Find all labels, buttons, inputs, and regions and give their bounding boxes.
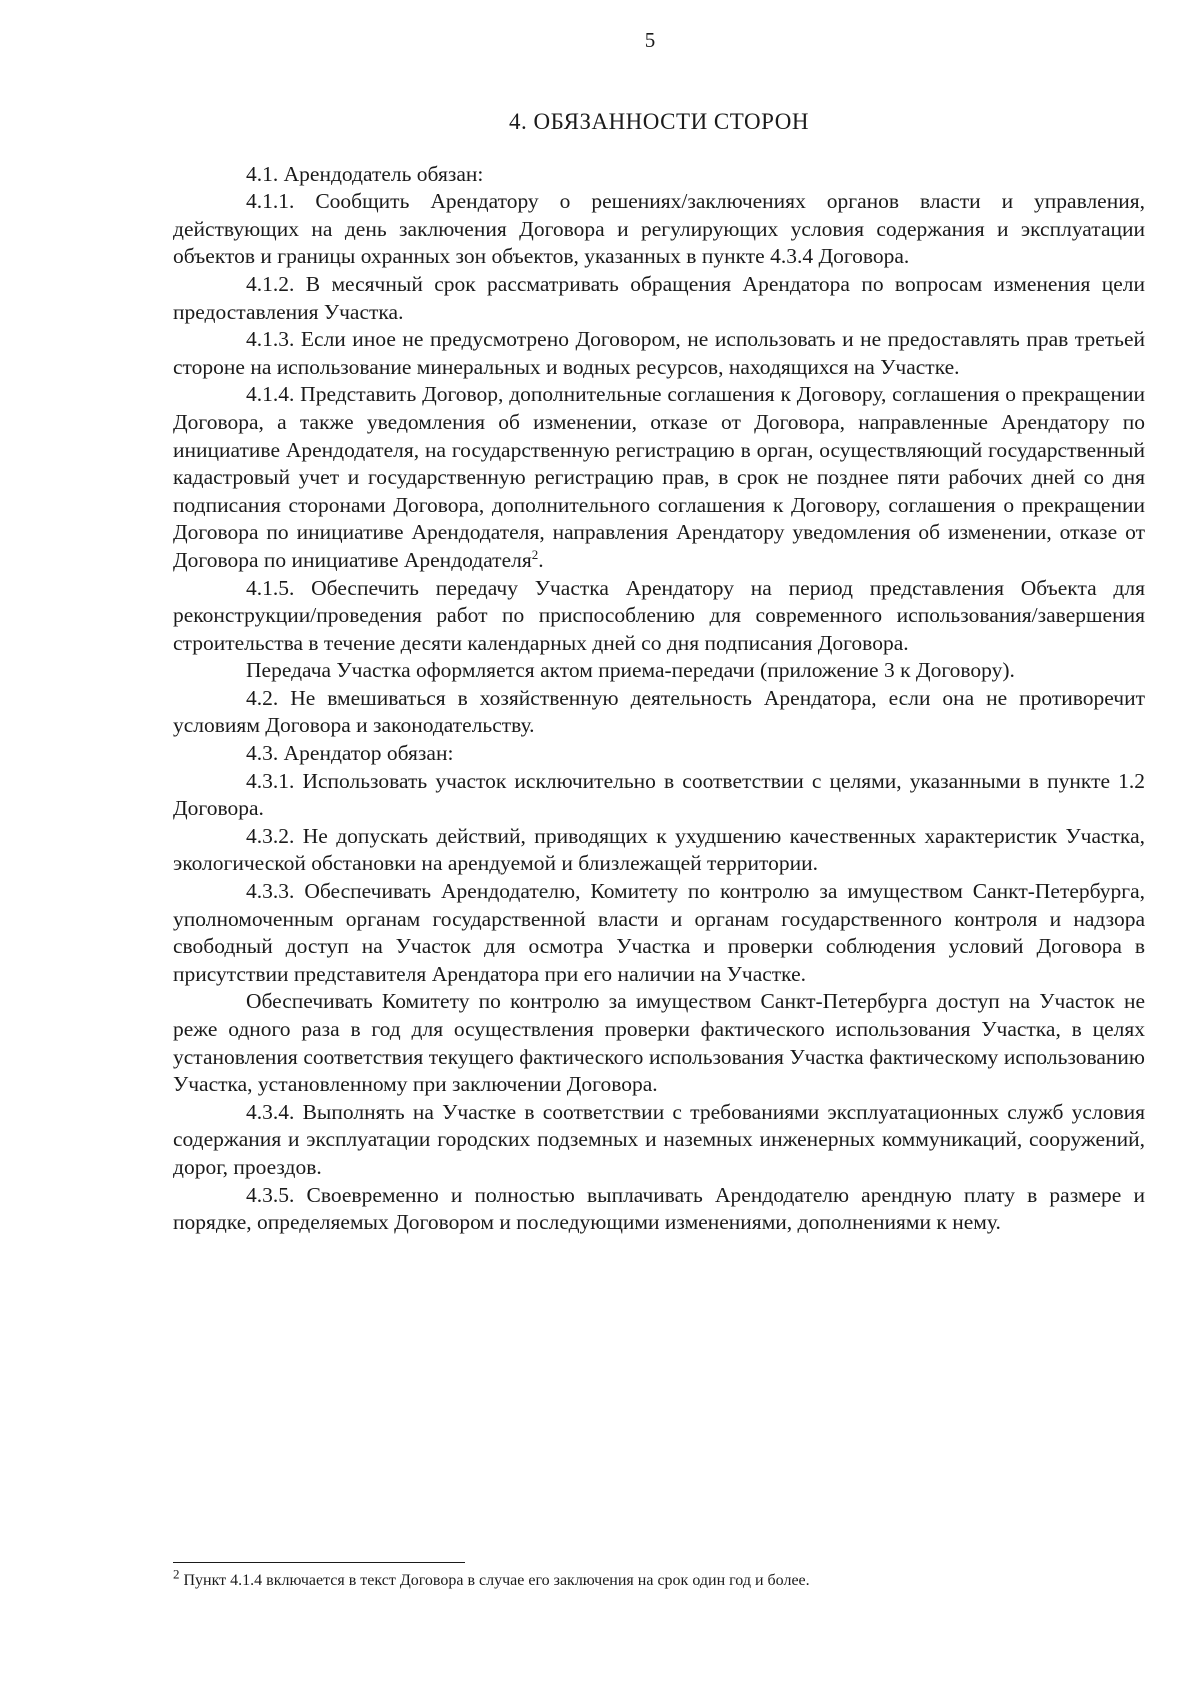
footnote-reference: 2 (531, 546, 539, 562)
paragraph-4-1-1: 4.1.1. Сообщить Арендатору о решениях/заключениях органов власти и управления, действующих на день заключения Договора и регулирующих условия содержания и эксплуатации объектов и границы охранных зон объектов, указанных в пункте 4.3.4 Договора. (173, 189, 1145, 269)
paragraph-4-3-3-access: Обеспечивать Комитету по контролю за имуществом Санкт-Петербурга доступ на Участок не реже одного раза в год для осуществления проверки фактического использования Участка, в целях установления соответствия текущего фактического использования Участка фактическому использованию Участка, установленному при заключении Договора. (173, 989, 1145, 1097)
paragraph-4-3-2: 4.3.2. Не допускать действий, приводящих к ухудшению качественных характеристик Участка, экологической обстановки на арендуемой и близлежащей территории. (173, 823, 1145, 876)
paragraph-4-3: 4.3. Арендатор обязан: (246, 741, 454, 766)
footnote-divider (173, 1562, 465, 1563)
paragraph-4-1-3: 4.1.3. Если иное не предусмотрено Договором, не использовать и не предоставлять прав третьей стороне на использование минеральных и водных ресурсов, находящихся на Участке. (173, 327, 1145, 379)
footnote (173, 1566, 1145, 1591)
paragraph-4-3-3: 4.3.3. Обеспечивать Арендодателю, Комитету по контролю за имуществом Санкт-Петербурга, уполномоченным органам государственной власти и органам государственного контроля и надзора свободный доступ на Участок для осмотра Участка и проверки соблюдения условий Договора в присутствии представителя Арендатора при его наличии на Участке. (173, 879, 1145, 986)
paragraph-4-3-5: 4.3.5. Своевременно и полностью выплачивать Арендодателю арендную плату в размере и порядке, определяемых Договором и последующими изменениями, дополнениями к нему. (173, 1182, 1145, 1235)
paragraph-4-3-1: 4.3.1. Использовать участок исключительно в соответствии с целями, указанными в пункте 1.2 Договора. (173, 768, 1145, 821)
paragraph-transfer-act: Передача Участка оформляется актом приема-передачи (приложение 3 к Договору). (246, 658, 1015, 683)
footnote-marker: 2 (173, 1566, 180, 1582)
footnote-text: Пункт 4.1.4 включается в текст Договора в случае его заключения на срок один год и более. (183, 1572, 810, 1589)
paragraph-4-1-4: 4.1.4. Представить Договор, дополнительные соглашения к Договору, соглашения о прекращении Договора, а также уведомления об изменении, отказе от Договора, направленные Арендатору по инициативе Арендодателя, на государственную регистрацию в орган, осуществляющий государственный кадастровый учет и государственную регистрацию прав, в срок не позднее пяти рабочих дней со дня подписания сторонами Договора, дополнительного соглашения к Договору, соглашения о прекращении Договора по инициативе Арендодателя, направления Арендатору уведомления об изменении, отказе от Договора по инициативе Арендодателя$^2$. (173, 382, 1145, 572)
document-body (173, 108, 1145, 1237)
paragraph-4-1-2: 4.1.2. В месячный срок рассматривать обращения Арендатора по вопросам изменения цели предоставления Участка. (173, 271, 1145, 324)
paragraph-4-1-4-text: 4.1.4. Представить Договор, дополнительные соглашения к Договору, соглашения о прекращении Договора, а также уведомления об изменении, отказе от Договора, направленные Арендатору по инициативе Арендодателя, на государственную регистрацию в орган, осуществляющий государственный кадастровый учет и государственную регистрацию прав, в срок не позднее пяти рабочих дней со дня подписания сторонами Договора, дополнительного соглашения к Договору, соглашения о прекращении Договора по инициативе Арендодателя, направления Арендатору уведомления об изменении, отказе от Договора по инициативе Арендодателя (173, 382, 1145, 572)
section-title: 4. ОБЯЗАННОСТИ СТОРОН (509, 109, 809, 134)
page-number: 5 (644, 28, 656, 52)
paragraph-4-3-4: 4.3.4. Выполнять на Участке в соответствии с требованиями эксплуатационных служб условия содержания и эксплуатации городских подземных и наземных инженерных коммуникаций, сооружений, дорог, проездов. (173, 1099, 1145, 1179)
paragraph-4-1-5: 4.1.5. Обеспечить передачу Участка Арендатору на период представления Объекта для реконструкции/проведения работ по приспособлению для современного использования/завершения строительства в течение десяти календарных дней со дня подписания Договора. (173, 575, 1145, 655)
paragraph-4-2: 4.2. Не вмешиваться в хозяйственную деятельность Арендатора, если она не противоречит условиям Договора и законодательству. (173, 685, 1145, 738)
paragraph-4-1: 4.1. Арендодатель обязан: (246, 161, 484, 186)
